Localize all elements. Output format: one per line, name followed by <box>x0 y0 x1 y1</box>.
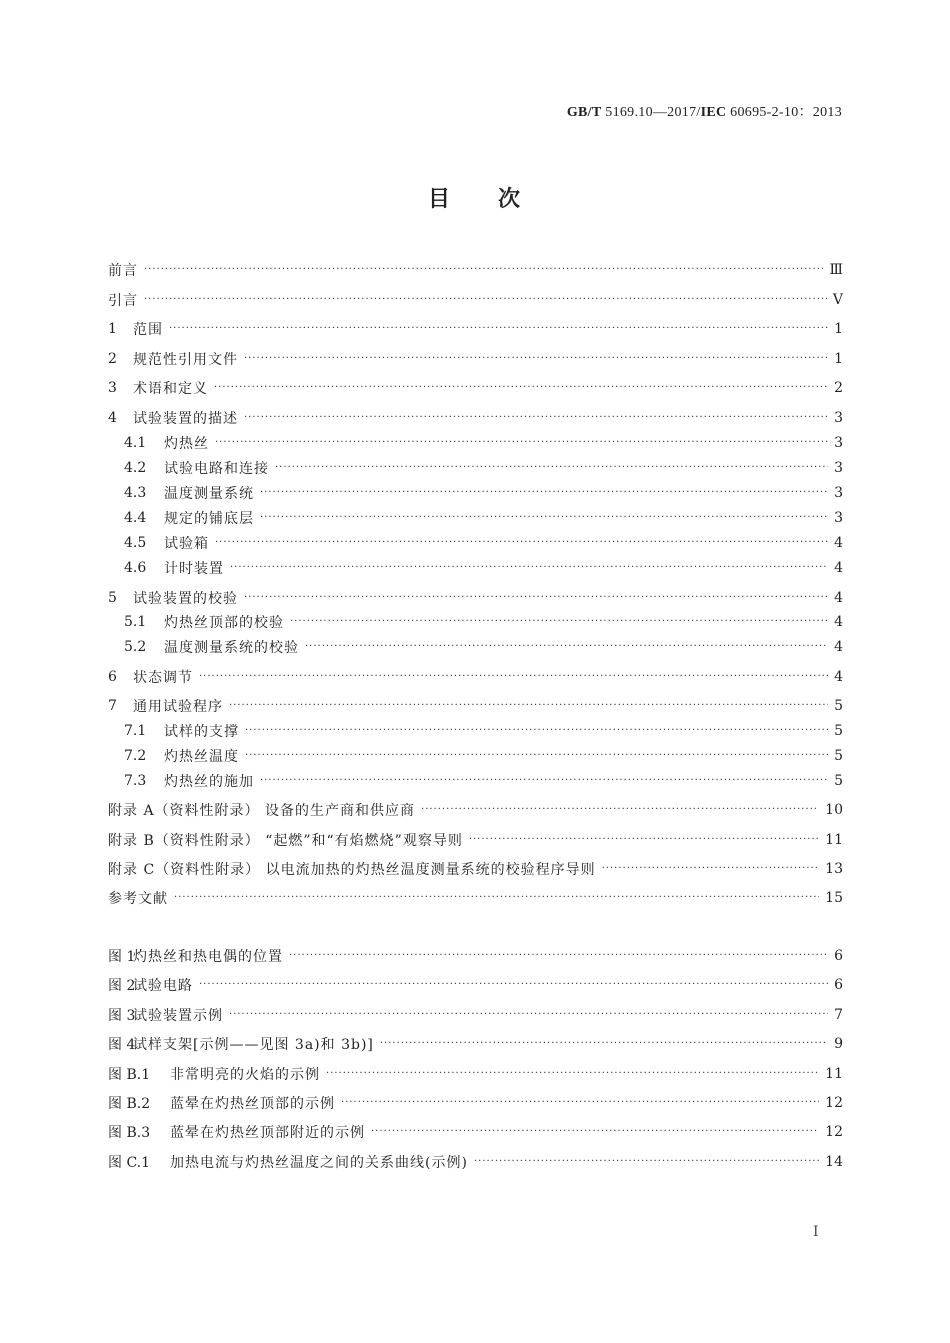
figure-number: 图 B.1 <box>108 1067 151 1083</box>
toc-page-number: 3 <box>834 410 843 426</box>
toc-page-number: 4 <box>834 590 843 606</box>
toc-leader-dots <box>199 973 828 997</box>
standard-prefix-iec: IEC <box>700 105 727 120</box>
toc-page-number: 5 <box>834 723 843 739</box>
toc-entry-7-2[interactable] <box>124 744 843 768</box>
iec-number: 60695-2-10：2013 <box>726 105 842 120</box>
figure-label: 灼热丝和热电偶的位置 <box>133 949 283 965</box>
toc-section-number: 4.6 <box>124 560 147 576</box>
toc-label: 前言 <box>108 263 138 279</box>
figure-number: 图 B.2 <box>108 1096 151 1112</box>
toc-entry-annex-c[interactable] <box>108 857 843 881</box>
title-char-2: 次 <box>498 187 523 212</box>
toc-leader-dots <box>144 258 823 282</box>
toc-page-number: 15 <box>825 890 843 906</box>
toc-page-number: 6 <box>834 948 843 964</box>
toc-section-number: 7 <box>108 698 117 714</box>
toc-leader-dots <box>260 481 828 505</box>
toc-page-number: 3 <box>834 460 843 476</box>
toc-leader-dots <box>174 886 819 910</box>
toc-leader-dots <box>380 1032 828 1056</box>
toc-label: 术语和定义 <box>133 381 208 397</box>
toc-leader-dots <box>244 347 828 371</box>
toc-page-number: 5 <box>834 698 843 714</box>
toc-page-number: Ⅴ <box>832 292 843 308</box>
figure-label: 试样支架[示例——见图 3a)和 3b)] <box>133 1037 374 1053</box>
toc-entry-5-2[interactable] <box>124 635 843 659</box>
toc-label: 灼热丝顶部的校验 <box>164 615 284 631</box>
toc-page-number: 5 <box>834 748 843 764</box>
figure-number: 图 2 <box>108 978 136 994</box>
toc-page-number: Ⅲ <box>829 262 843 278</box>
figure-number: 图 B.3 <box>108 1125 151 1141</box>
toc-entry-6[interactable] <box>108 665 843 689</box>
figure-label: 蓝晕在灼热丝顶部附近的示例 <box>170 1125 365 1141</box>
toc-leader-dots <box>469 828 819 852</box>
toc-leader-dots <box>326 1062 819 1086</box>
toc-entry-annex-b[interactable] <box>108 828 843 852</box>
toc-entry-4-3[interactable] <box>124 481 843 505</box>
figure-label: 试验装置示例 <box>133 1008 223 1024</box>
toc-label: 温度测量系统的校验 <box>164 640 299 656</box>
toc-section-number: 1 <box>108 321 117 337</box>
toc-page-number: 2 <box>834 380 843 396</box>
toc-page-number: 13 <box>825 861 843 877</box>
toc-entry-4-1[interactable] <box>124 431 843 455</box>
toc-leader-dots <box>214 376 828 400</box>
toc-leader-dots <box>341 1091 819 1115</box>
toc-leader-dots <box>199 665 828 689</box>
toc-leader-dots <box>230 556 828 580</box>
figure-entry-3[interactable] <box>108 1003 843 1027</box>
toc-entry-1[interactable] <box>108 317 843 341</box>
toc-leader-dots <box>290 610 828 634</box>
toc-label: 计时装置 <box>164 561 224 577</box>
toc-page-number: 3 <box>834 485 843 501</box>
toc-label: 状态调节 <box>133 670 193 686</box>
toc-leader-dots <box>371 1120 819 1144</box>
toc-section-number: 4.4 <box>124 510 147 526</box>
toc-leader-dots <box>474 1150 819 1174</box>
toc-section-number: 5.2 <box>124 639 147 655</box>
toc-entry-bibliography[interactable] <box>108 886 843 910</box>
toc-leader-dots <box>260 506 828 530</box>
toc-label: 试样的支撑 <box>164 724 239 740</box>
toc-leader-dots <box>244 586 828 610</box>
toc-label: 试验装置的校验 <box>133 591 238 607</box>
toc-page-number: 11 <box>825 832 843 848</box>
toc-entry-5[interactable] <box>108 586 843 610</box>
toc-section-number: 3 <box>108 380 117 396</box>
figure-entry-2[interactable] <box>108 973 843 997</box>
toc-section-number: 4.3 <box>124 485 147 501</box>
toc-entry-5-1[interactable] <box>124 610 843 634</box>
toc-label: 灼热丝 <box>164 436 209 452</box>
figure-label: 试验电路 <box>133 978 193 994</box>
toc-label: 规定的铺底层 <box>164 511 254 527</box>
figure-entry-b3[interactable] <box>108 1120 843 1144</box>
toc-section-number: 4.2 <box>124 460 147 476</box>
toc-page-number: 12 <box>825 1095 843 1111</box>
toc-page-number: 9 <box>834 1036 843 1052</box>
toc-label: 试验装置的描述 <box>133 411 238 427</box>
toc-page-number: 3 <box>834 435 843 451</box>
toc-entry-3[interactable] <box>108 376 843 400</box>
toc-section-number: 5 <box>108 590 117 606</box>
toc-page-number: 4 <box>834 560 843 576</box>
title-char-1: 目 <box>427 187 452 212</box>
figure-label: 加热电流与灼热丝温度之间的关系曲线(示例) <box>170 1155 468 1171</box>
page-footer-number: Ⅰ <box>813 1224 819 1240</box>
toc-label: 试验箱 <box>164 536 209 552</box>
toc-label: 试验电路和连接 <box>164 461 269 477</box>
page-header-standard-number <box>567 101 842 121</box>
toc-leader-dots <box>229 694 828 718</box>
toc-page-number: 6 <box>834 977 843 993</box>
page-title <box>0 182 950 213</box>
toc-label: 附录 A（资料性附录） 设备的生产商和供应商 <box>108 803 416 819</box>
toc-page-number: 7 <box>834 1007 843 1023</box>
figure-label: 蓝晕在灼热丝顶部的示例 <box>170 1096 335 1112</box>
toc-page-number: 4 <box>834 669 843 685</box>
toc-leader-dots <box>275 456 828 480</box>
toc-page-number: 11 <box>825 1066 843 1082</box>
toc-label: 附录 C（资料性附录） 以电流加热的灼热丝温度测量系统的校验程序导则 <box>108 862 596 878</box>
toc-entry-2[interactable] <box>108 347 843 371</box>
toc-entry-4-5[interactable] <box>124 531 843 555</box>
toc-label: 灼热丝温度 <box>164 749 239 765</box>
toc-label: 灼热丝的施加 <box>164 774 254 790</box>
toc-section-number: 2 <box>108 351 117 367</box>
toc-label: 规范性引用文件 <box>133 352 238 368</box>
toc-page-number: 5 <box>834 773 843 789</box>
toc-leader-dots <box>245 719 828 743</box>
standard-number: 5169.10—2017/ <box>601 105 701 120</box>
figure-label: 非常明亮的火焰的示例 <box>170 1067 320 1083</box>
toc-leader-dots <box>244 406 828 430</box>
toc-section-number: 5.1 <box>124 614 147 630</box>
toc-label: 范围 <box>133 322 163 338</box>
figure-entry-1[interactable] <box>108 944 843 968</box>
toc-label: 通用试验程序 <box>133 699 223 715</box>
toc-page-number: 12 <box>825 1124 843 1140</box>
toc-page-number: 1 <box>834 321 843 337</box>
toc-leader-dots <box>215 431 828 455</box>
toc-page-number: 14 <box>825 1154 843 1170</box>
figure-number: 图 4 <box>108 1037 136 1053</box>
toc-entry-foreword[interactable] <box>108 258 843 282</box>
toc-section-number: 4 <box>108 410 117 426</box>
toc-section-number: 7.1 <box>124 723 147 739</box>
toc-section-number: 7.2 <box>124 748 147 764</box>
figure-entry-b2[interactable] <box>108 1091 843 1115</box>
toc-entry-7-3[interactable] <box>124 769 843 793</box>
toc-page-number: 4 <box>834 535 843 551</box>
toc-leader-dots <box>144 288 827 312</box>
figure-number: 图 1 <box>108 949 136 965</box>
toc-leader-dots <box>215 531 828 555</box>
toc-page-number: 4 <box>834 639 843 655</box>
figure-number: 图 3 <box>108 1008 136 1024</box>
toc-section-number: 6 <box>108 669 117 685</box>
toc-page-number: 3 <box>834 510 843 526</box>
toc-entry-4-2[interactable] <box>124 456 843 480</box>
toc-section-number: 4.5 <box>124 535 147 551</box>
toc-entry-introduction[interactable] <box>108 288 843 312</box>
toc-leader-dots <box>260 769 828 793</box>
figure-entry-c1[interactable] <box>108 1150 843 1174</box>
toc-label: 温度测量系统 <box>164 486 254 502</box>
toc-label: 引言 <box>108 293 138 309</box>
toc-page-number: 1 <box>834 351 843 367</box>
toc-section-number: 7.3 <box>124 773 147 789</box>
toc-entry-7[interactable] <box>108 694 843 718</box>
toc-page-number: 4 <box>834 614 843 630</box>
toc-leader-dots <box>602 857 820 881</box>
toc-section-number: 4.1 <box>124 435 147 451</box>
toc-entry-4[interactable] <box>108 406 843 430</box>
toc-leader-dots <box>305 635 828 659</box>
toc-leader-dots <box>245 744 828 768</box>
figure-entry-b1[interactable] <box>108 1062 843 1086</box>
toc-entry-4-6[interactable] <box>124 556 843 580</box>
figure-entry-4[interactable] <box>108 1032 843 1056</box>
toc-leader-dots <box>169 317 828 341</box>
toc-leader-dots <box>229 1003 828 1027</box>
toc-entry-4-4[interactable] <box>124 506 843 530</box>
toc-entry-7-1[interactable] <box>124 719 843 743</box>
toc-entry-annex-a[interactable] <box>108 798 843 822</box>
figure-number: 图 C.1 <box>108 1155 151 1171</box>
toc-leader-dots <box>421 798 819 822</box>
toc-label: 附录 B（资料性附录） “起燃”和“有焰燃烧”观察导则 <box>108 833 463 849</box>
standard-prefix-gbt: GB/T <box>566 105 602 120</box>
toc-page-number: 10 <box>825 802 843 818</box>
toc-label: 参考文献 <box>108 891 168 907</box>
toc-leader-dots <box>289 944 828 968</box>
